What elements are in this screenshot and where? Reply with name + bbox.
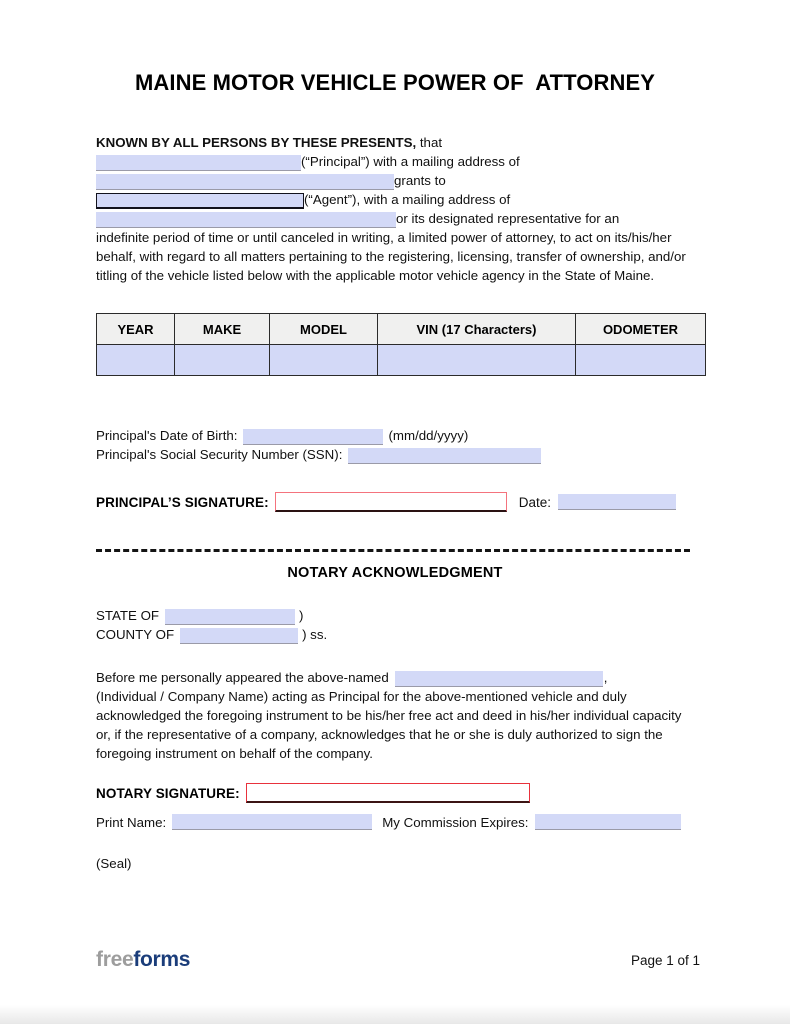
- cell-odometer[interactable]: [576, 345, 706, 376]
- table-row: [97, 345, 706, 376]
- agent-address-line: [96, 209, 694, 228]
- dob-format-hint: (mm/dd/yyyy): [388, 428, 469, 443]
- column-header-model: MODEL: [270, 314, 378, 345]
- county-label: COUNTY OF: [96, 627, 175, 642]
- principal-signature-label: PRINCIPAL’S SIGNATURE:: [96, 494, 269, 510]
- presents-rest: that: [416, 135, 443, 150]
- appeared-line: [96, 668, 694, 687]
- column-header-make: MAKE: [175, 314, 270, 345]
- dob-line: [96, 426, 694, 445]
- agent-name-line: [96, 190, 694, 209]
- column-header-odometer: ODOMETER: [576, 314, 706, 345]
- state-paren: ): [299, 608, 304, 623]
- principal-date-label: Date:: [518, 494, 551, 510]
- principal-signature-row: [96, 492, 694, 512]
- principal-address-line: [96, 171, 694, 190]
- print-name-label: Print Name:: [96, 815, 167, 830]
- page-footer: [96, 948, 700, 972]
- logo-text-free: free: [96, 948, 134, 971]
- state-field[interactable]: [165, 609, 295, 625]
- cell-make[interactable]: [175, 345, 270, 376]
- principal-suffix-text: (“Principal”) with a mailing address of: [301, 154, 520, 169]
- ssn-field[interactable]: [348, 448, 541, 464]
- print-name-field[interactable]: [172, 814, 372, 830]
- notary-signature-field[interactable]: [246, 783, 530, 803]
- presents-bold: KNOWN BY ALL PERSONS BY THESE PRESENTS,: [96, 135, 417, 150]
- notary-heading: NOTARY ACKNOWLEDGMENT: [287, 565, 503, 581]
- freeforms-logo: [96, 948, 190, 972]
- county-paren: ) ss.: [302, 627, 328, 642]
- principal-name-field[interactable]: [96, 155, 301, 171]
- agent-suffix-text: (“Agent”), with a mailing address of: [304, 192, 511, 207]
- cell-vin[interactable]: [378, 345, 576, 376]
- principal-address-field[interactable]: [96, 174, 394, 190]
- logo-text-forms: forms: [133, 948, 191, 971]
- commission-expires-label: My Commission Expires:: [382, 815, 529, 830]
- notary-body-text: (Individual / Company Name) acting as Principal for the above-mentioned vehicle and duly acknowledged the foregoing instrument to be his/her free act and deed in his/her individual capacity or, if the representative of a company, acknowledges that he or she is duly authorized to sign the foregoing instrument on behalf of the company.: [96, 689, 682, 761]
- cell-model[interactable]: [270, 345, 378, 376]
- vehicle-table: [96, 313, 706, 376]
- appeared-name-field[interactable]: [395, 671, 603, 687]
- county-field[interactable]: [180, 628, 298, 644]
- principal-date-field[interactable]: [558, 494, 676, 510]
- section-divider: [96, 549, 690, 552]
- page-indicator: Page 1 of 1: [630, 952, 700, 968]
- appeared-comma: ,: [603, 670, 608, 685]
- intro-section: [96, 133, 694, 285]
- grants-to-text: grants to: [394, 173, 446, 188]
- agent-address-suffix-text: or its designated representative for an: [396, 211, 620, 226]
- presents-line: [96, 133, 694, 152]
- state-label: STATE OF: [96, 608, 160, 623]
- table-header-row: [97, 314, 706, 345]
- notary-jurisdiction-section: [96, 606, 694, 644]
- appeared-prefix-text: Before me personally appeared the above-named: [96, 670, 389, 685]
- state-line: [96, 606, 694, 625]
- notary-signature-row: [96, 783, 694, 803]
- agent-address-field[interactable]: [96, 212, 396, 228]
- notary-signature-label: NOTARY SIGNATURE:: [96, 785, 240, 801]
- principal-info-section: [96, 426, 694, 464]
- ssn-line: [96, 445, 694, 464]
- agent-name-field[interactable]: [96, 193, 304, 209]
- document-content: [96, 0, 694, 871]
- county-line: [96, 625, 694, 644]
- page-title: MAINE MOTOR VEHICLE POWER OF ATTORNEY: [134, 70, 655, 95]
- seal-label: (Seal): [96, 856, 132, 871]
- page-bottom-edge: [0, 1005, 790, 1024]
- intro-body-text: indefinite period of time or until canceled in writing, a limited power of attorney, to act on its/his/her behalf, with regard to all matters pertaining to the registering, licensing, transfer of ownership, and/or titling of the vehicle listed below with the applicable motor vehicle agency in the State of Maine.: [96, 230, 686, 283]
- commission-expires-field[interactable]: [535, 814, 681, 830]
- principal-signature-field[interactable]: [275, 492, 507, 512]
- notary-print-row: [96, 814, 694, 830]
- column-header-year: YEAR: [97, 314, 175, 345]
- principal-name-line: [96, 152, 694, 171]
- dob-field[interactable]: [243, 429, 383, 445]
- ssn-label: Principal's Social Security Number (SSN):: [96, 447, 343, 462]
- dob-label: Principal's Date of Birth:: [96, 428, 238, 443]
- column-header-vin: VIN (17 Characters): [378, 314, 576, 345]
- notary-body-section: [96, 668, 694, 763]
- cell-year[interactable]: [97, 345, 175, 376]
